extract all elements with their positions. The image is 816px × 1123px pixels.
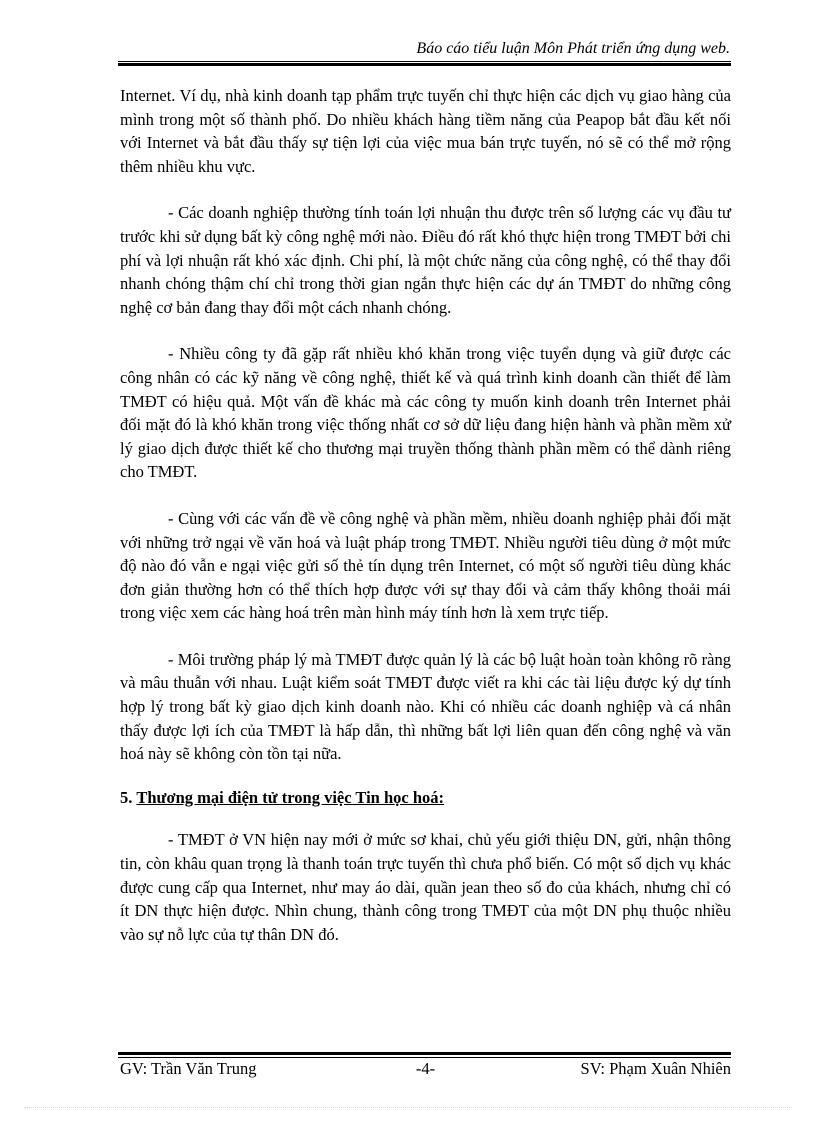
body-paragraph: - TMĐT ở VN hiện nay mới ở mức sơ khai, chủ yếu giới thiệu DN, gửi, nhận thông tin, còn khâu quan trọng là thanh toán trực tuyến thì chưa phổ biến. Có một số dịch vụ khác được cung cấp qua Internet, như may áo dài, quần jean theo số đo của khách, nhưng chỉ có ít DN thực hiện được. Nhìn chung, thành công trong TMĐT của một DN phụ thuộc nhiều vào sự nỗ lực của tự thân DN đó. [120,830,731,944]
header-rule-thick [118,63,731,66]
header-rule-thin [118,61,731,62]
section-heading [120,786,731,810]
page-header-title: Báo cáo tiểu luận Môn Phát triển ứng dụng web. [416,40,730,57]
section-number: 5. [120,787,133,807]
document-body [120,84,731,946]
body-paragraph: - Nhiều công ty đã gặp rất nhiều khó khăn trong việc tuyển dụng và giữ được các công nhân có các kỹ năng về công nghệ, thiết kế và quá trình kinh doanh cần thiết để làm TMĐT có hiệu quả. Một vấn đề khác mà các công ty muốn kinh doanh trên Internet phải đối mặt đó là khó khăn trong việc thống nhất cơ sở dữ liệu đang hiện hành và phần mềm xử lý giao dịch được thiết kế cho thương mại truyền thống thành phần mềm có thể dành riêng cho TMĐT. [120,344,731,482]
footer-rule-thick [118,1052,731,1055]
footer-instructor: GV: Trần Văn Trung [120,1059,257,1078]
page-bottom-border [24,1107,792,1108]
body-paragraph: - Môi trường pháp lý mà TMĐT được quản lý là các bộ luật hoàn toàn không rõ ràng và mâu thuẫn với nhau. Luật kiểm soát TMĐT được viết ra khi các tài liệu được ký dự tính hợp lý trong bất kỳ giao dịch kinh doanh nào. Khi có nhiều các doanh nghiệp và cá nhân thấy được lợi ích của TMĐT là hấp dẫn, thì những bất lợi liên quan đến công nghệ và văn hoá này sẽ không còn tồn tại nữa. [120,649,731,764]
section-title: Thương mại điện tử trong việc Tin học hoá: [136,787,445,807]
footer-page-number: -4- [415,1059,436,1078]
footer-student: SV: Phạm Xuân Nhiên [580,1059,731,1078]
body-paragraph: - Các doanh nghiệp thường tính toán lợi nhuận thu được trên số lượng các vụ đầu tư trước khi sử dụng bất kỳ công nghệ mới nào. Điều đó rất khó thực hiện trong TMĐT bởi chi phí và lợi nhuận rất khó xác định. Chi phí, là một chức năng của công nghệ, có thể thay đổi nhanh chóng thậm chí chỉ trong thời gian ngắn thực hiện các dự án TMĐT do những công nghệ cơ bản đang thay đổi một cách nhanh chóng. [120,203,731,317]
body-paragraph: - Cùng với các vấn đề về công nghệ và phần mềm, nhiều doanh nghiệp phải đối mặt với những trở ngại về văn hoá và luật pháp trong TMĐT. Nhiều người tiêu dùng ở một mức độ nào đó vẫn e ngại việc gửi số thẻ tín dụng trên Internet, có một số người tiêu dùng khác đơn giản thường hơn có thể thích hợp được với sự thay đổi và cảm thấy không thoải mái trong việc xem các hàng hoá trên màn hình máy tính hơn là xem trực tiếp. [120,508,731,623]
body-paragraph: Internet. Ví dụ, nhà kinh doanh tạp phẩm trực tuyến chỉ thực hiện các dịch vụ giao hàng của mình trong một số thành phố. Do nhiều khách hàng tiềm năng của Peapop bắt đầu kết nối với Internet và bắt đầu thấy sự tiện lợi của việc mua bán trực tuyến, nó sẽ có thể mở rộng thêm nhiều khu vực. [120,86,731,176]
